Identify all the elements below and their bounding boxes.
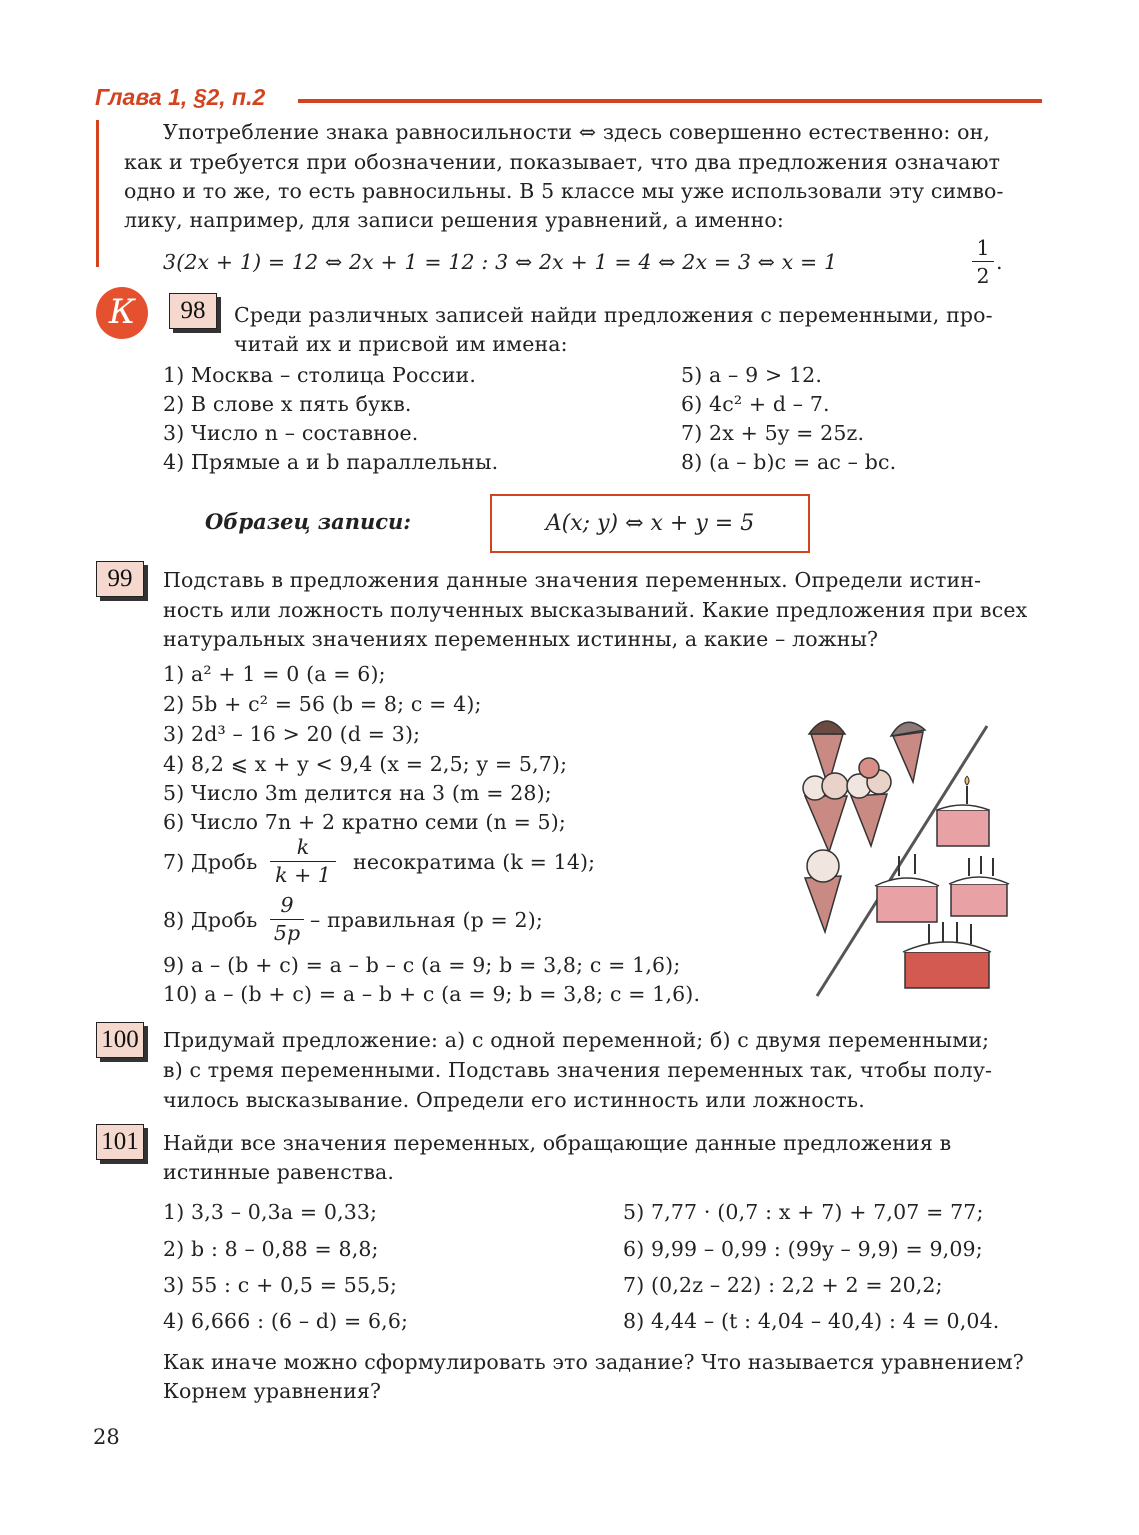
fraction-numerator: k <box>296 835 310 859</box>
ex98-text: Среди различных записей найди предложения с переменными, про- <box>234 303 993 327</box>
ex98-item: 4) Прямые a и b параллельны. <box>163 450 499 474</box>
ex101-item: 7) (0,2z – 22) : 2,2 + 2 = 20,2; <box>623 1273 943 1297</box>
ex100-text: в) с тремя переменными. Подставь значения переменных так, чтобы полу- <box>163 1058 993 1082</box>
ex98-item: 7) 2x + 5y = 25z. <box>681 421 865 445</box>
ex99-item: 5) Число 3m делится на 3 (m = 28); <box>163 781 552 805</box>
ex99-item: 2) 5b + c² = 56 (b = 8; c = 4); <box>163 692 482 716</box>
cake-icon <box>937 776 989 846</box>
intro-line: Употребление знака равносильности ⇔ здесь совершенно естественно: он, <box>163 120 991 144</box>
ex101-text: Найди все значения переменных, обращающие данные предложения в <box>163 1131 952 1155</box>
ex99-text: Подставь в предложения данные значения переменных. Определи истин- <box>163 568 982 592</box>
fraction-numerator: 9 <box>280 893 294 917</box>
ex99-item7-suffix: несократима (k = 14); <box>353 850 596 874</box>
ex99-text: ность или ложность полученных высказываний. Какие предложения при всех <box>163 598 1028 622</box>
ex99-item: 9) a – (b + c) = a – b – c (a = 9; b = 3,8; c = 1,6); <box>163 953 681 977</box>
ex101-closing: Корнем уравнения? <box>163 1379 382 1403</box>
sample-box: A(x; y) ⇔ x + y = 5 <box>490 494 810 553</box>
ex98-item: 1) Москва – столица России. <box>163 363 476 387</box>
ex99-item: 6) Число 7n + 2 кратно семи (n = 5); <box>163 810 566 834</box>
ex101-item: 3) 55 : c + 0,5 = 55,5; <box>163 1273 398 1297</box>
ex98-item: 8) (a – b)c = ac – bc. <box>681 450 897 474</box>
fraction-denominator: 5p <box>273 921 301 945</box>
page-number: 28 <box>93 1425 120 1449</box>
ex101-item: 1) 3,3 – 0,3a = 0,33; <box>163 1200 378 1224</box>
ex101-item: 4) 6,666 : (6 – d) = 6,6; <box>163 1309 409 1333</box>
ex99-item: 10) a – (b + c) = a – b + c (a = 9; b = 3,8; c = 1,6). <box>163 982 701 1006</box>
ex99-item8-suffix: – правильная (p = 2); <box>310 908 543 932</box>
ex98-item: 2) В слове x пять букв. <box>163 392 412 416</box>
ice-cream-icon <box>803 773 848 852</box>
intro-line: лику, например, для записи решения уравнений, а именно: <box>124 208 784 232</box>
k-badge-icon: К <box>96 287 148 339</box>
ice-cream-and-cakes-illustration <box>795 706 1025 1006</box>
ex101-item: 6) 9,99 – 0,99 : (99y – 9,9) = 9,09; <box>623 1237 983 1261</box>
ex99-item: 4) 8,2 ⩽ x + y < 9,4 (x = 2,5; y = 5,7); <box>163 752 568 776</box>
ex99-item: 1) a² + 1 = 0 (a = 6); <box>163 662 386 686</box>
ex101-item: 8) 4,44 – (t : 4,04 – 40,4) : 4 = 0,04. <box>623 1309 1000 1333</box>
ex99-item8-fraction <box>270 893 304 945</box>
ex98-text: читай их и присвой им имена: <box>234 332 568 356</box>
exercise-number-101: 101 <box>96 1124 144 1160</box>
ex99-item: 3) 2d³ – 16 > 20 (d = 3); <box>163 722 421 746</box>
ex101-closing: Как иначе можно сформулировать это задание? Что называется уравнением? <box>163 1350 1024 1374</box>
ice-cream-icon <box>805 850 841 932</box>
ex100-text: чилось высказывание. Определи его истинность или ложность. <box>163 1088 865 1112</box>
exercise-number-100: 100 <box>96 1022 144 1058</box>
ex99-item7-fraction <box>270 835 336 887</box>
exercise-number-99: 99 <box>96 561 144 597</box>
ice-cream-icon <box>847 758 891 846</box>
fraction-bar <box>972 261 994 262</box>
ex98-item: 5) a – 9 > 12. <box>681 363 823 387</box>
ex100-text: Придумай предложение: а) с одной переменной; б) с двумя переменными; <box>163 1028 990 1052</box>
intro-equation: 3(2x + 1) = 12 ⇔ 2x + 1 = 12 : 3 ⇔ 2x + 1 = 4 ⇔ 2x = 3 ⇔ x = 1 <box>163 250 838 274</box>
sample-label: Образец записи: <box>205 509 412 534</box>
ex101-item: 2) b : 8 – 0,88 = 8,8; <box>163 1237 379 1261</box>
chapter-title: Глава 1, §2, п.2 <box>95 84 266 110</box>
fraction-bar <box>270 861 336 862</box>
cake-icon <box>949 856 1009 916</box>
cake-icon <box>875 854 939 922</box>
intro-line: одно и то же, то есть равносильны. В 5 классе мы уже использовали эту симво- <box>124 179 1004 203</box>
intro-line: как и требуется при обозначении, показывает, что два предложения означают <box>124 150 1001 174</box>
ex99-item7-prefix: 7) Дробь <box>163 850 258 874</box>
exercise-number-98: 98 <box>169 293 217 329</box>
ex101-text: истинные равенства. <box>163 1160 395 1184</box>
header-rule <box>298 99 1042 103</box>
fraction-bar <box>270 919 304 920</box>
intro-side-bar <box>96 120 99 267</box>
intro-period: . <box>996 250 1003 274</box>
fraction-numerator: 1 <box>976 236 990 260</box>
ex98-item: 3) Число n – составное. <box>163 421 419 445</box>
intro-fraction <box>972 236 994 288</box>
cake-icon <box>903 922 991 988</box>
fraction-denominator: k + 1 <box>275 863 331 887</box>
ex101-item: 5) 7,77 · (0,7 : x + 7) + 7,07 = 77; <box>623 1200 984 1224</box>
ex99-item8-prefix: 8) Дробь <box>163 908 258 932</box>
ex98-item: 6) 4c² + d – 7. <box>681 392 830 416</box>
ex99-text: натуральных значениях переменных истинны, а какие – ложны? <box>163 627 879 651</box>
fraction-denominator: 2 <box>976 264 990 288</box>
ice-cream-icon <box>891 722 925 782</box>
